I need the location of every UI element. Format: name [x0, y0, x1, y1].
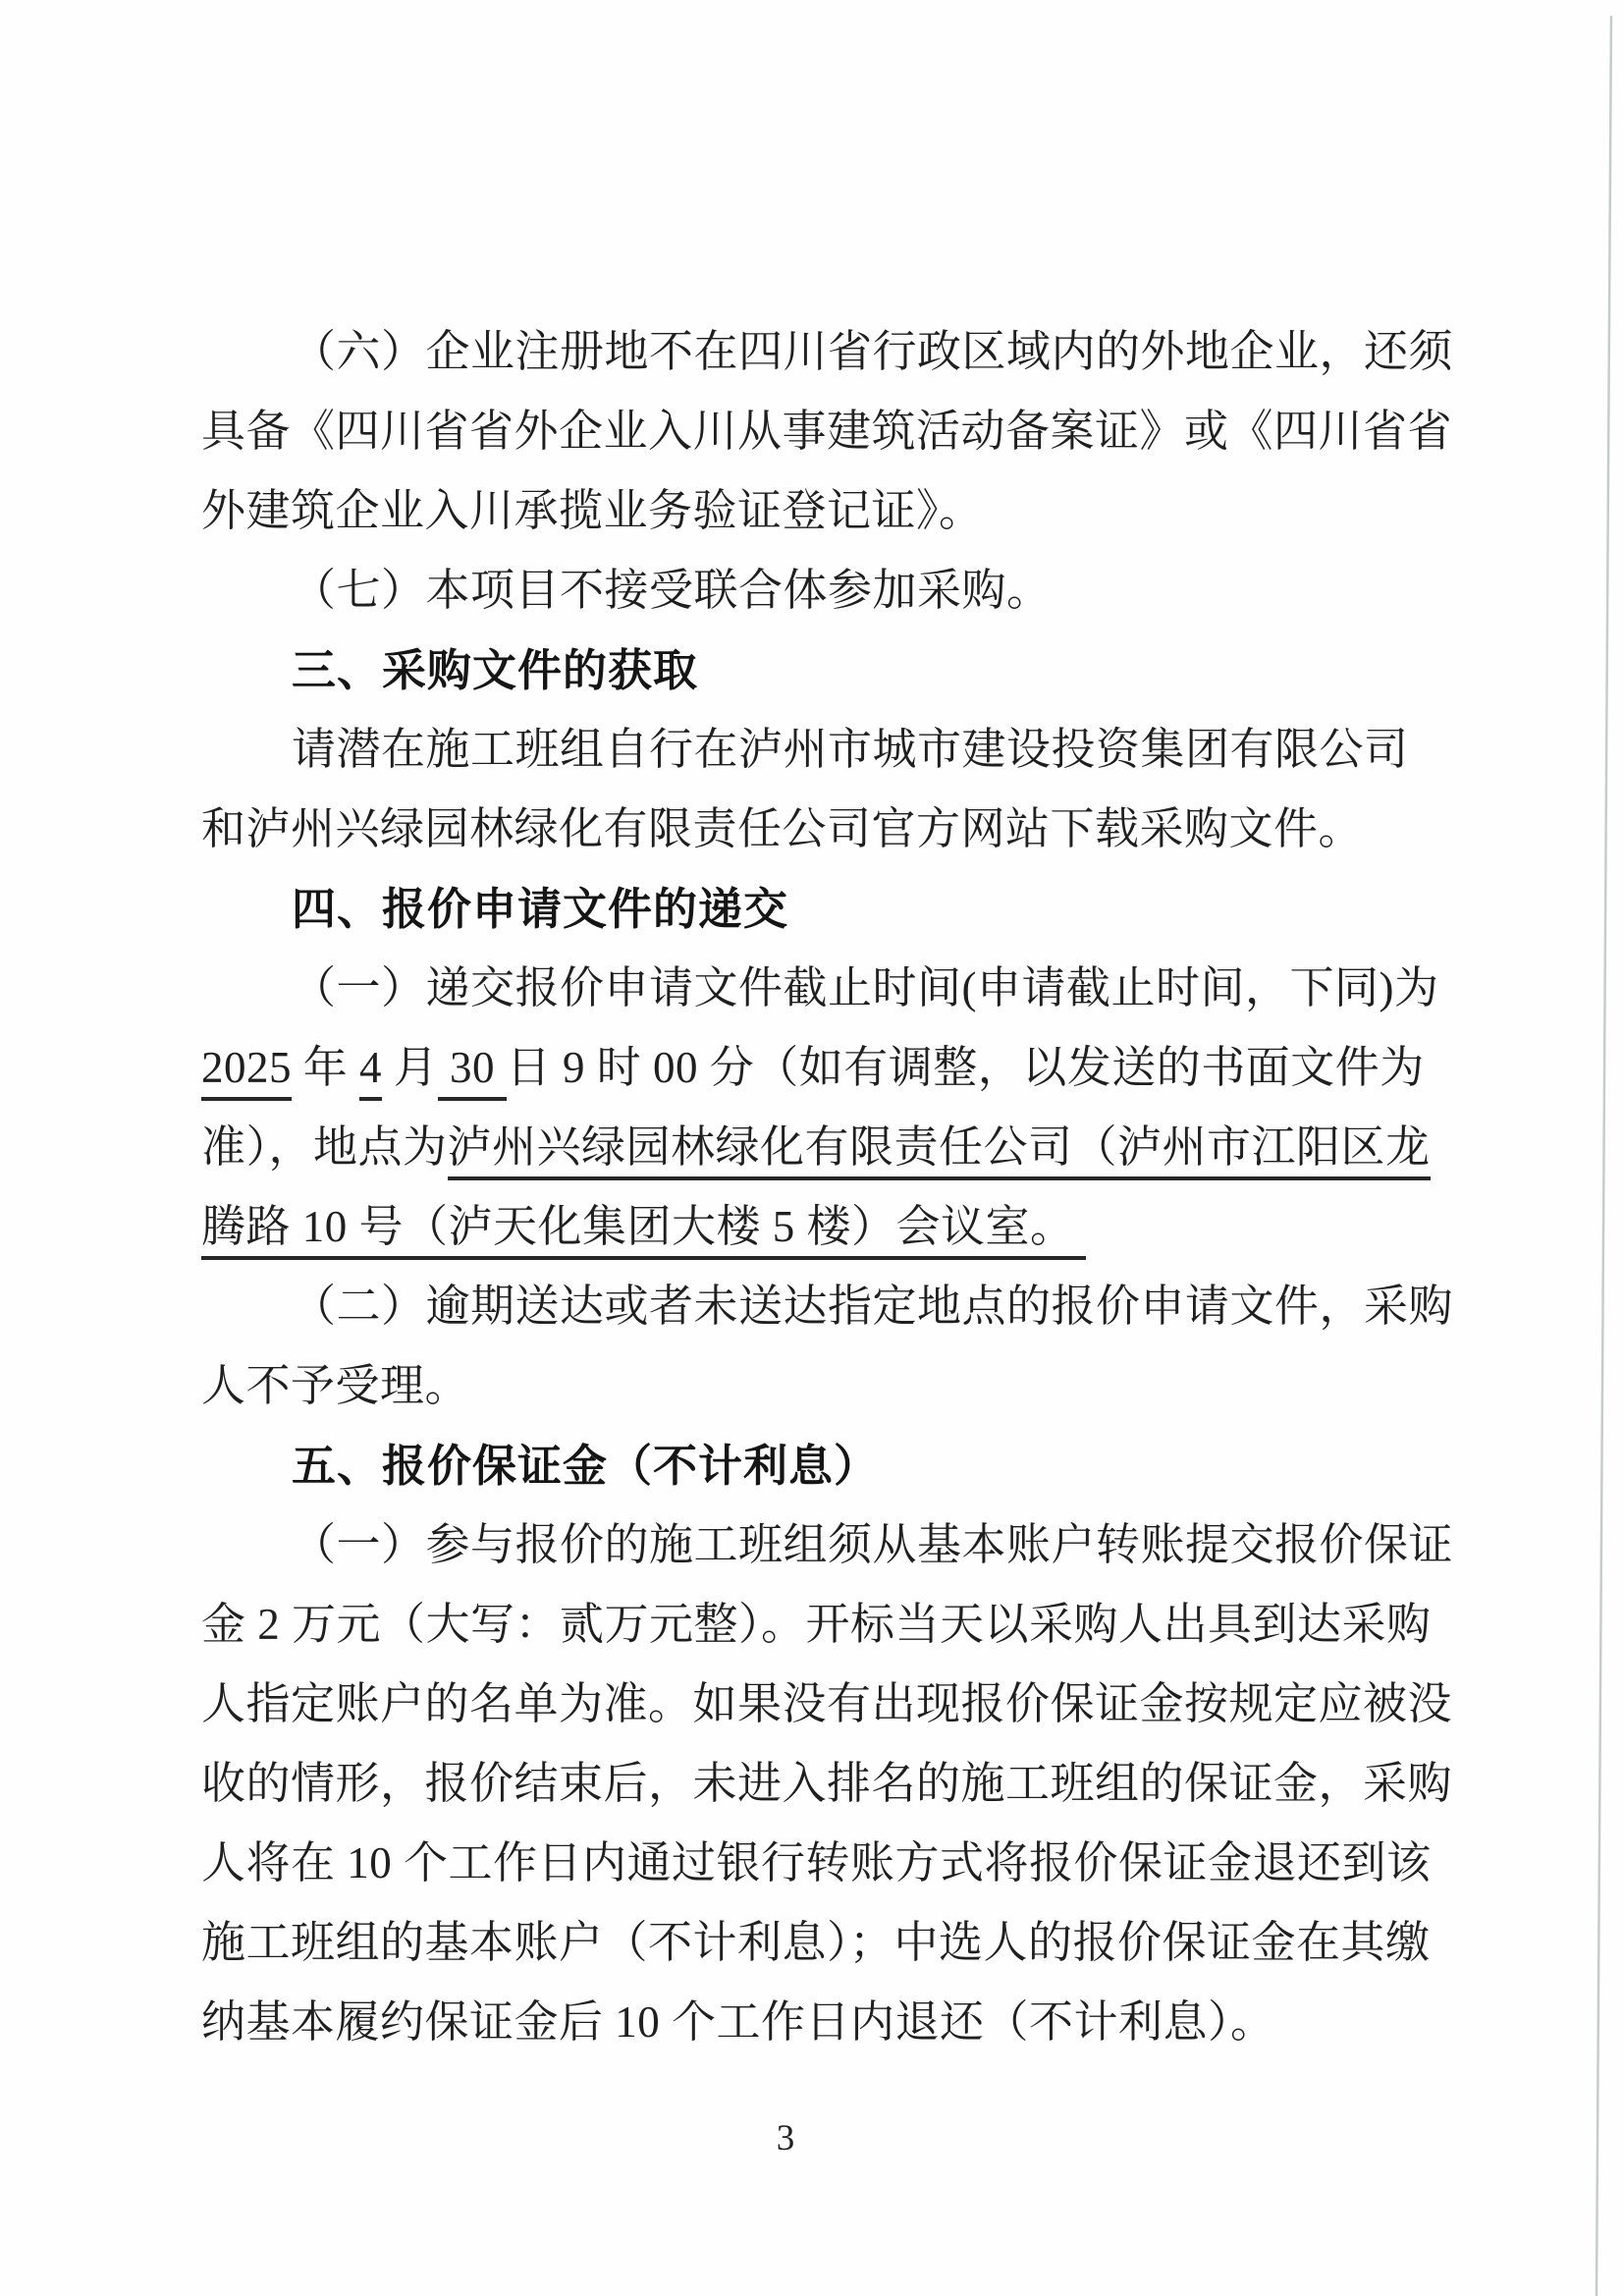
text-line [201, 312, 1454, 392]
text-segment: 具备《四川省省外企业入川从事建筑活动备案证》或《四川省省 [201, 407, 1453, 456]
text-line [201, 1824, 1438, 1903]
underlined-text: 2025 [201, 1043, 292, 1101]
text-line [201, 1028, 1438, 1108]
underlined-text: 4 [359, 1043, 382, 1101]
text-segment: 人指定账户的名单为准。如果没有出现报价保证金按规定应被没 [201, 1679, 1453, 1728]
section-heading [201, 630, 1438, 710]
underlined-text: 泸州兴绿园林绿化有限责任公司（泸州市江阳区龙 [448, 1122, 1431, 1180]
text-line [201, 1187, 1438, 1267]
text-segment: 纳基本履约保证金后 10 个工作日内退还（不计利息）。 [201, 1997, 1275, 2047]
text-line [201, 1903, 1438, 1983]
text-segment: 四、报价申请文件的递交 [292, 883, 789, 935]
text-line [201, 471, 1438, 551]
text-segment: 请潜在施工班组自行在泸州市城市建设投资集团有限公司 [292, 725, 1409, 774]
text-segment: 月 [382, 1043, 439, 1092]
text-line [201, 1665, 1453, 1744]
text-segment: （二）逾期送达或者未送达指定地点的报价申请文件，采购 [292, 1282, 1454, 1331]
text-line [201, 1505, 1454, 1585]
text-line [201, 1744, 1453, 1824]
underlined-text: 腾路 10 号（泸天化集团大楼 5 楼）会议室。 [201, 1202, 1086, 1260]
text-line [201, 949, 1438, 1028]
text-segment: 三、采购文件的获取 [292, 644, 699, 696]
section-heading [201, 869, 1438, 949]
text-segment: （六）企业注册地不在四川省行政区域内的外地企业，还须 [292, 327, 1454, 376]
text-segment: 准），地点为 [201, 1122, 448, 1172]
text-line [201, 551, 1438, 630]
text-segment: 日 9 时 00 分（如有调整，以发送的书面文件为 [506, 1043, 1425, 1092]
text-segment: 人将在 10 个工作日内通过银行转账方式将报价保证金退还到该 [201, 1838, 1432, 1887]
text-segment: （一）递交报价申请文件截止时间(申请截止时间，下同)为 [292, 963, 1439, 1012]
text-line [201, 790, 1438, 869]
text-segment: 收的情形，报价结束后，未进入排名的施工班组的保证金，采购 [201, 1759, 1453, 1808]
text-line [201, 710, 1438, 790]
text-segment: 施工班组的基本账户（不计利息）；中选人的报价保证金在其缴 [201, 1918, 1431, 1967]
text-line [201, 1983, 1438, 2062]
text-segment: 和泸州兴绿园林绿化有限责任公司官方网站下载采购文件。 [201, 804, 1364, 853]
underlined-text: 30 [438, 1043, 507, 1101]
text-line [201, 1267, 1454, 1346]
text-segment: （一）参与报价的施工班组须从基本账户转账提交报价保证 [292, 1520, 1454, 1569]
text-segment: 金 2 万元（大写：贰万元整）。开标当天以采购人出具到达采购 [201, 1600, 1432, 1649]
text-line [201, 392, 1453, 471]
text-segment: 年 [292, 1043, 360, 1092]
section-heading [201, 1426, 1438, 1505]
text-segment: 五、报价保证金（不计利息） [292, 1440, 880, 1492]
text-line [201, 1585, 1438, 1665]
text-line [201, 1108, 1438, 1187]
text-segment: 外建筑企业入川承揽业务验证登记证》。 [201, 486, 984, 535]
text-line [201, 1346, 1438, 1426]
text-segment: （七）本项目不接受联合体参加采购。 [292, 566, 1052, 615]
page-number: 3 [776, 2118, 795, 2159]
document-body [201, 312, 1454, 2062]
text-segment: 人不予受理。 [201, 1361, 470, 1410]
